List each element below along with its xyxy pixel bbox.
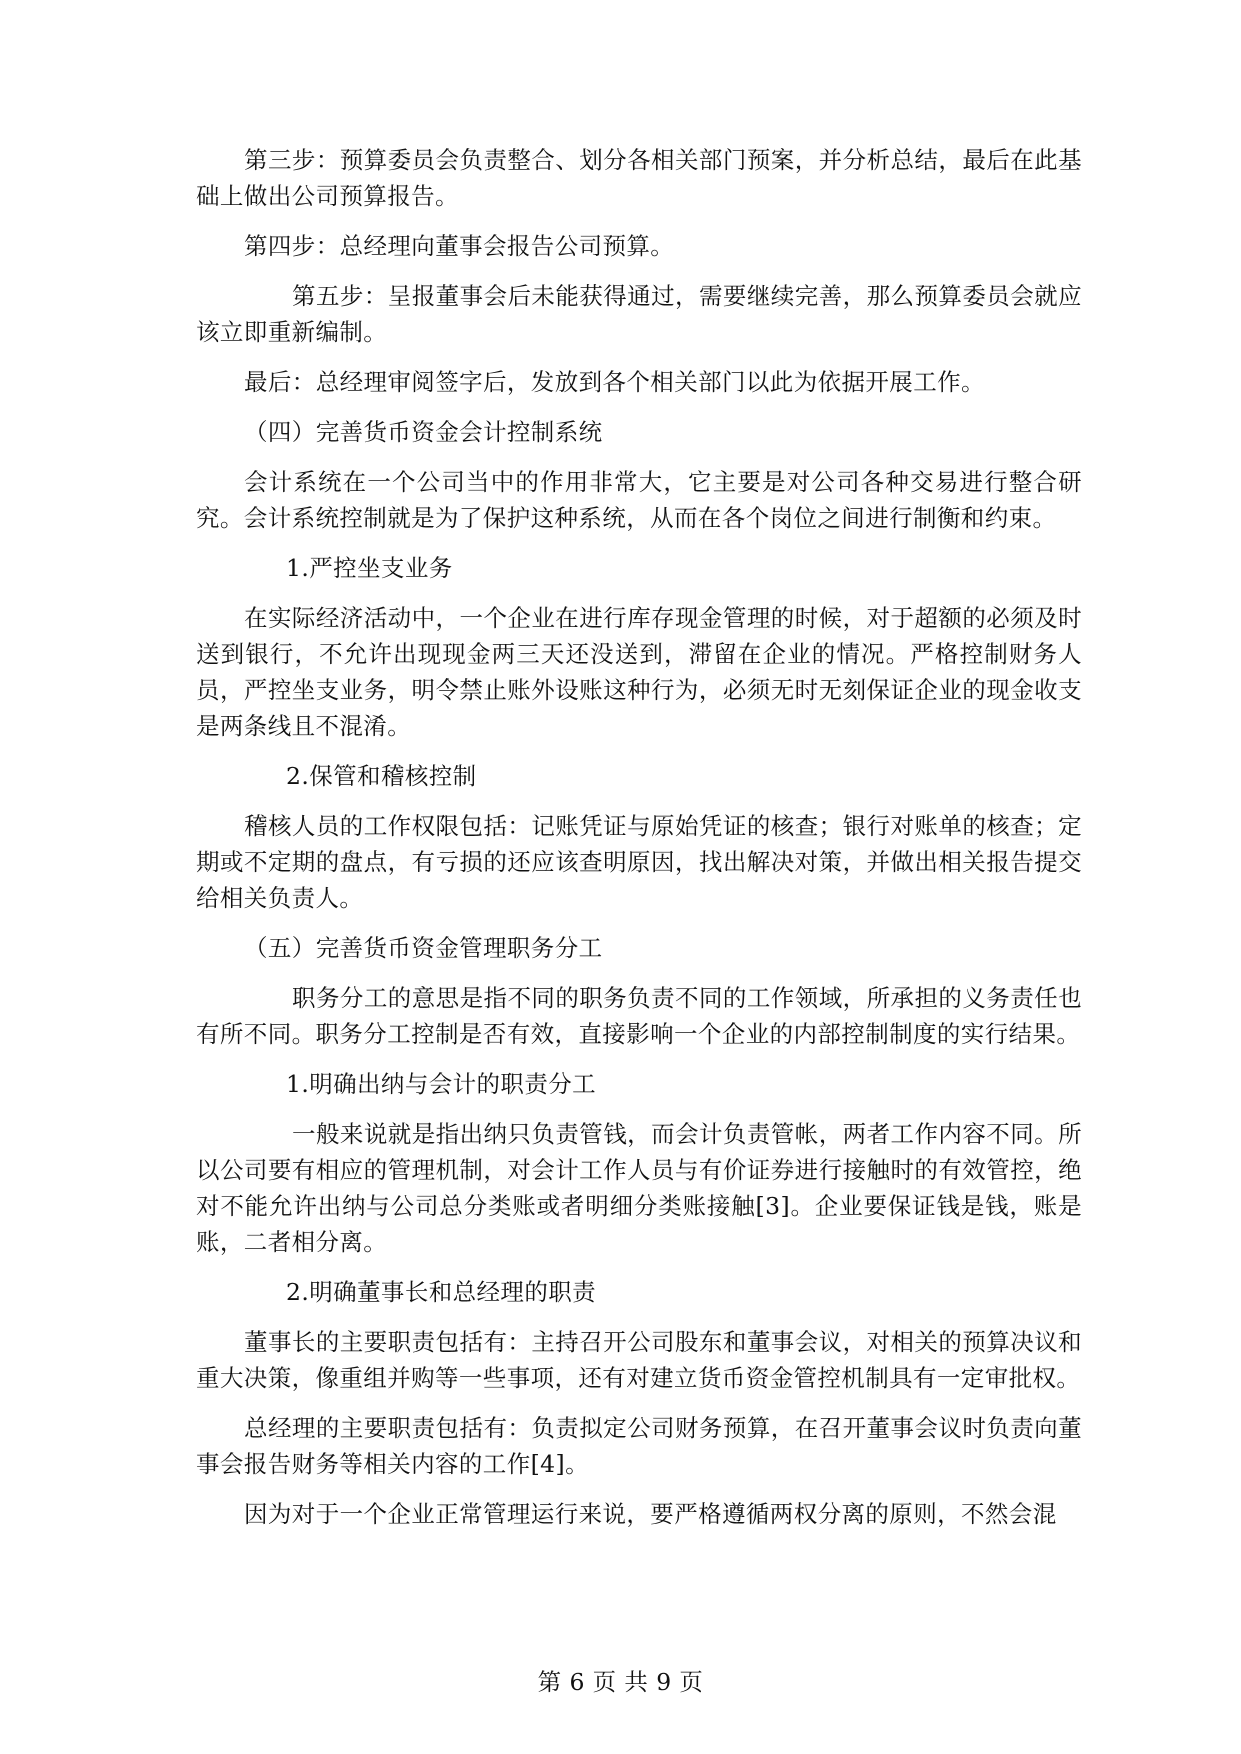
paragraph-manager-duties: 总经理的主要职责包括有：负责拟定公司财务预算，在召开董事会议时负责向董事会报告财务等相关内容的工作[4]。 [196, 1414, 1082, 1478]
paragraph-cashier-accountant: 一般来说就是指出纳只负责管钱，而会计负责管帐，两者工作内容不同。所以公司要有相应的管理机制，对会计工作人员与有价证券进行接触时的有效管控，绝对不能允许出纳与公司总分类账或者明细分类账接触[3]。企业要保证钱是钱，账是账，二者相分离。 [196, 1120, 1082, 1256]
section-heading-5: （五）完善货币资金管理职务分工 [244, 934, 603, 962]
paragraph-audit-control: 稽核人员的工作权限包括：记账凭证与原始凭证的核查；银行对账单的核查；定期或不定期的盘点，有亏损的还应该查明原因，找出解决对策，并做出相关报告提交给相关负责人。 [196, 812, 1082, 912]
paragraph-chairman-duties: 董事长的主要职责包括有：主持召开公司股东和董事会议，对相关的预算决议和重大决策，像重组并购等一些事项，还有对建立货币资金管控机制具有一定审批权。 [196, 1328, 1082, 1392]
subheading-audit-control: 2.保管和稽核控制 [286, 762, 477, 790]
paragraph-step-three: 第三步：预算委员会负责整合、划分各相关部门预案，并分析总结，最后在此基础上做出公司预算报告。 [196, 146, 1082, 210]
page-number-footer: 第 6 页 共 9 页 [537, 1668, 704, 1696]
subheading-chairman-manager: 2.明确董事长和总经理的职责 [286, 1278, 597, 1306]
subheading-cash-control: 1.严控坐支业务 [286, 554, 453, 582]
document-body [196, 142, 1082, 1546]
paragraph-step-five: 第五步：呈报董事会后未能获得通过，需要继续完善，那么预算委员会就应该立即重新编制。 [196, 282, 1082, 346]
paragraph-step-four: 第四步：总经理向董事会报告公司预算。 [244, 232, 675, 260]
section-heading-4: （四）完善货币资金会计控制系统 [244, 418, 603, 446]
paragraph-accounting-system: 会计系统在一个公司当中的作用非常大，它主要是对公司各种交易进行整合研究。会计系统控制就是为了保护这种系统，从而在各个岗位之间进行制衡和约束。 [196, 468, 1082, 532]
paragraph-cash-control: 在实际经济活动中，一个企业在进行库存现金管理的时候，对于超额的必须及时送到银行，不允许出现现金两三天还没送到，滞留在企业的情况。严格控制财务人员，严控坐支业务，明令禁止账外设账这种行为，必须无时无刻保证企业的现金收支是两条线且不混淆。 [196, 604, 1082, 740]
paragraph-separation-principle: 因为对于一个企业正常管理运行来说，要严格遵循两权分离的原则，不然会混 [244, 1500, 1057, 1528]
subheading-cashier-accountant: 1.明确出纳与会计的职责分工 [286, 1070, 597, 1098]
paragraph-job-division: 职务分工的意思是指不同的职务负责不同的工作领域，所承担的义务责任也有所不同。职务分工控制是否有效，直接影响一个企业的内部控制制度的实行结果。 [196, 984, 1082, 1048]
paragraph-final-step: 最后：总经理审阅签字后，发放到各个相关部门以此为依据开展工作。 [244, 368, 985, 396]
